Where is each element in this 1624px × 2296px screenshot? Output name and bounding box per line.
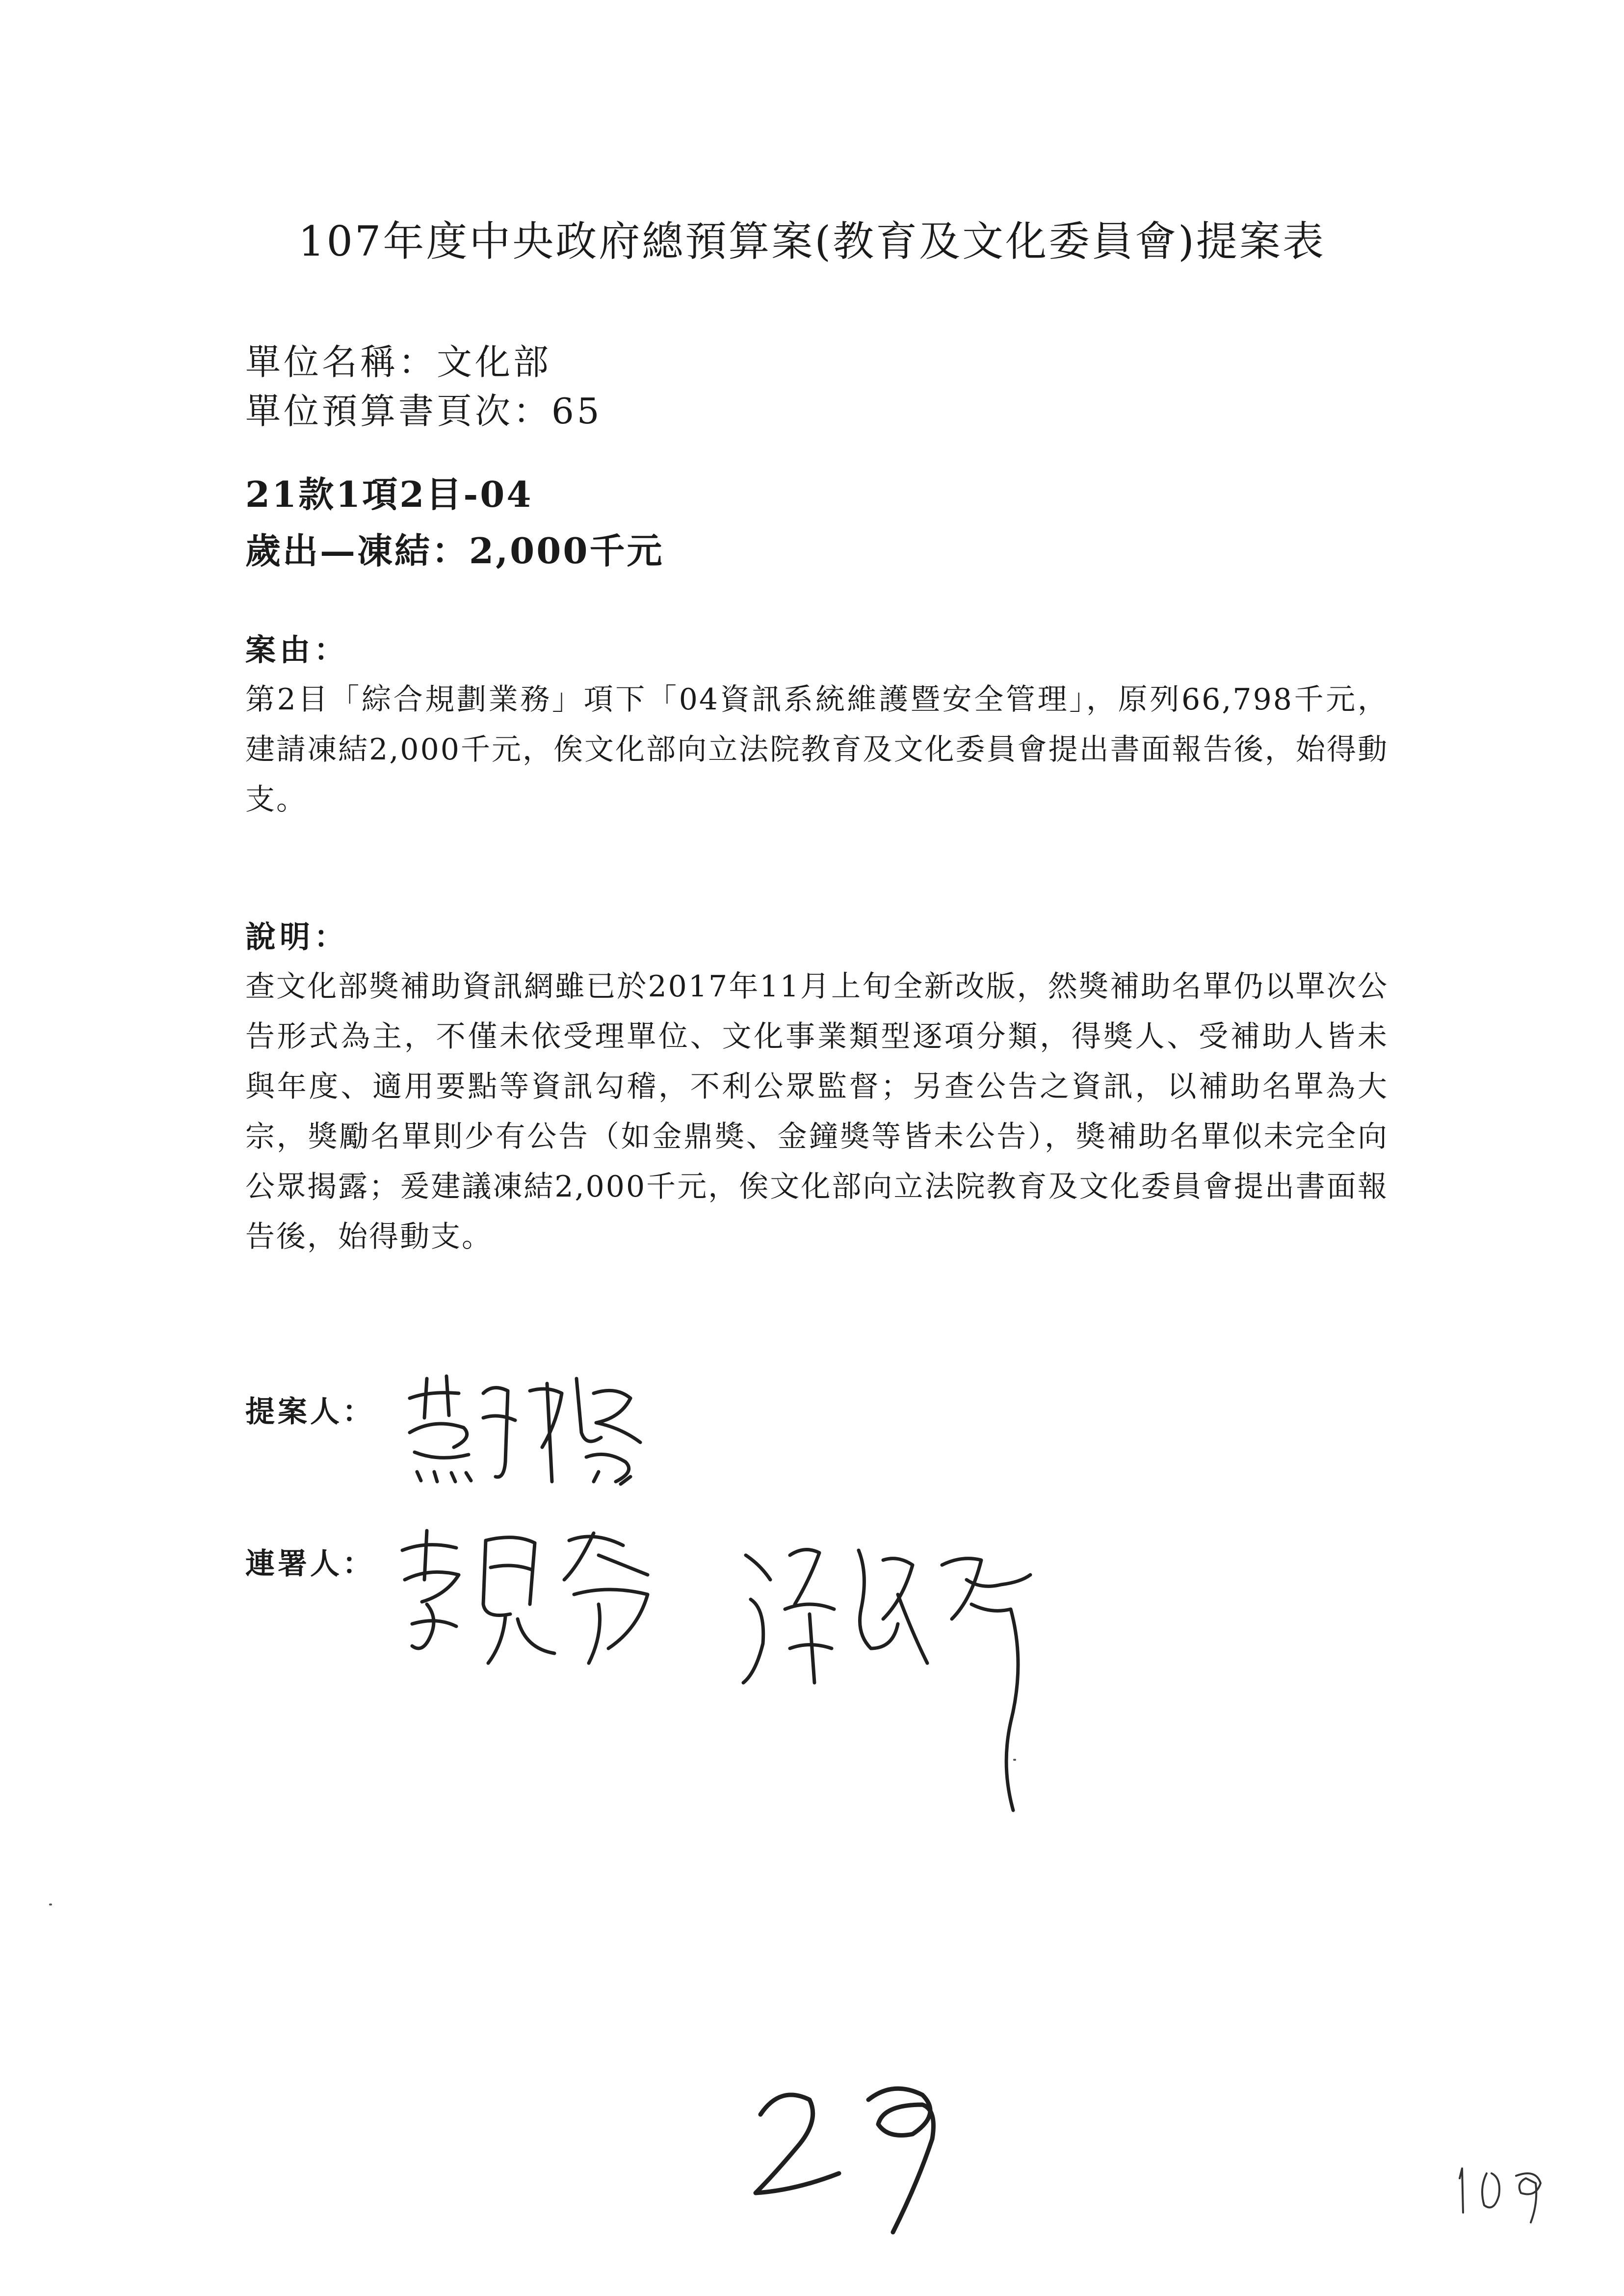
proposer-label: 提案人： [245, 1395, 375, 1429]
unit-budget-page: 單位預算書頁次：65 [245, 391, 602, 432]
cosigner-label: 連署人： [245, 1547, 375, 1581]
reason-body: 第2目「綜合規劃業務」項下「04資訊系統維護暨安全管理」，原列66,798千元，建請凍結2,000千元，俟文化部向立法院教育及文化委員會提出書面報告後，始得動支。 [245, 682, 1388, 817]
handwritten-archive-number [1452, 2149, 1550, 2227]
scan-speck [49, 1904, 52, 1905]
scan-speck [1013, 1759, 1016, 1761]
unit-name: 單位名稱：文化部 [245, 341, 552, 383]
handwritten-page-number [746, 2075, 952, 2237]
cosigner-signature-1 [393, 1521, 697, 1678]
cosigner-signature-2 [736, 1536, 1040, 1830]
proposer-signature [400, 1364, 655, 1501]
page-title: 107年度中央政府總預算案(教育及文化委員會)提案表 [298, 217, 1326, 265]
note-body: 查文化部獎補助資訊網雖已於2017年11月上旬全新改版，然獎補助名單仍以單次公告形式為主，不僅未依受理單位、文化事業類型逐項分類，得獎人、受補助人皆未與年度、適用要點等資訊勾稽，不利公眾監督；另查公告之資訊，以補助名單為大宗，獎勵名單則少有公告（如金鼎獎、金鐘獎等皆未公告），獎補助名單似未完全向公眾揭露；爰建議凍結2,000千元，俟文化部向立法院教育及文化委員會提出書面報告後，始得動支。 [245, 969, 1388, 1254]
note-heading: 說明： [245, 919, 349, 955]
reason-heading: 案由： [245, 632, 349, 668]
section-code: 21款1項2目-04 [245, 473, 533, 515]
freeze-amount: 歲出—凍結：2,000千元 [245, 530, 664, 572]
